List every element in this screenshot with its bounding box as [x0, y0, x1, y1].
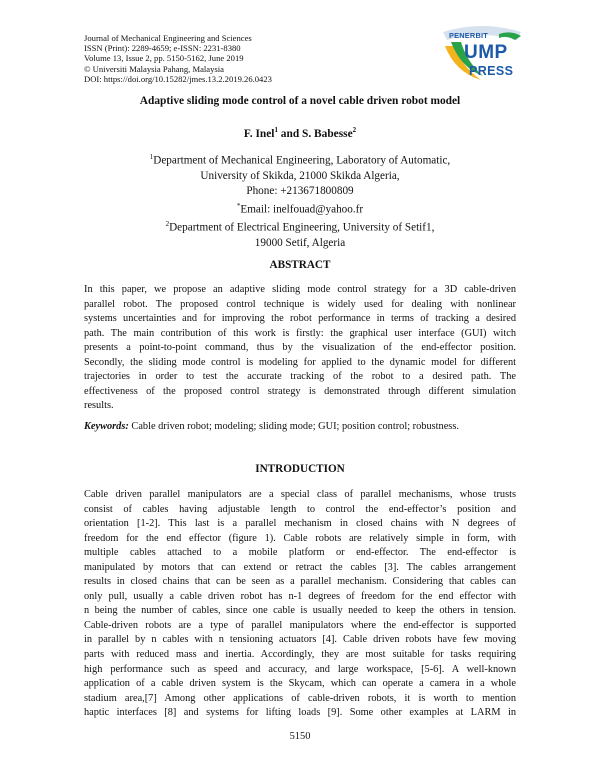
journal-name: Journal of Mechanical Engineering and Sciences: [84, 33, 252, 43]
volume-line: Volume 13, Issue 2, pp. 5150-5162, June 2019: [84, 53, 244, 64]
introduction-line: in parallel by n cables with n tensioning actuators [4]. Cable driven robots have few moving: [84, 634, 516, 646]
journal-header: [84, 33, 272, 84]
author-1: F. Inel: [243, 127, 275, 140]
affiliation-sup: 2: [165, 220, 170, 229]
affiliation-text: Department of Mechanical Engineering, Laboratory of Automatic,: [153, 154, 451, 167]
introduction-line: high performance such as speed and accuracy, and large workspace, [5-6]. A well-known: [84, 663, 516, 675]
abstract-line: trajectories in order to test the accurate tracking of the robot to a desired path. The: [84, 371, 516, 383]
abstract-line: Secondly, the sliding mode control is modeling for applied to the dynamic model for different: [84, 356, 516, 368]
introduction-line: parts with reduced mass and inertia. Accordingly, they are most suitable for tasks requiring: [84, 649, 516, 661]
introduction-line: freedom for the end effector (figure 1). Cable robots are relatively simple in form, with: [84, 532, 516, 544]
affiliation-line: University of Skikda, 21000 Skikda Algeria,: [200, 169, 400, 182]
introduction-line: stadium area,[7] Among other applications of cable-driven robots, it is worth to mention: [84, 692, 516, 704]
affiliation-text: Department of Electrical Engineering, University of Setif1,: [169, 222, 435, 235]
affiliations: [0, 150, 600, 251]
introduction-line: manipulated by motors that can extend or retract the cables [3]. The cables arrangement: [84, 561, 516, 573]
abstract-heading: ABSTRACT: [269, 259, 331, 271]
email-text: Email: inelfouad@yahoo.fr: [240, 203, 364, 216]
paper-title: Adaptive sliding mode control of a novel cable driven robot model: [139, 95, 461, 107]
email-line: [0, 199, 600, 218]
doi-line: DOI: https://doi.org/10.15282/jmes.13.2.2019.26.0423: [84, 73, 272, 84]
logo-sub-text: PRESS: [469, 64, 514, 78]
introduction-line: haptic interfaces [8] and systems for lifting loads [9]. Some other examples at LARM in: [84, 707, 516, 719]
author-separator: and: [277, 127, 303, 140]
introduction-body: [84, 488, 516, 721]
author-2: S. Babesse: [302, 127, 353, 140]
abstract-line: effectiveness of the proposed control strategy is demonstrated through different simulation: [84, 385, 516, 397]
abstract-line: presents a point-to-point command, thus by the visualization of the end-effector position.: [84, 342, 516, 354]
logo-main-text: UMP: [464, 42, 508, 63]
page-number: 5150: [289, 731, 311, 742]
author-2-sup: 2: [352, 126, 357, 134]
introduction-line: Cable driven parallel manipulators are a special class of parallel mechanisms, whose trusts: [84, 489, 516, 500]
abstract-line: systems uncertainties and for improving the robot performance in terms of tracking a desired: [84, 313, 516, 325]
introduction-line: n being the number of cables, since one cable is usually needed to keep the others in tension.: [84, 605, 516, 617]
introduction-line: consist of cables having adjustable length to control the end-effector’s position and: [84, 503, 516, 515]
introduction-line: results in closed chains that can be seen as a parallel mechanism. Considering that cables can: [84, 576, 516, 588]
affiliation-line: [0, 150, 600, 169]
logo-top-text: PENERBIT: [449, 31, 488, 40]
keywords-label: Keywords:: [84, 421, 129, 432]
keywords-text: Cable driven robot; modeling; sliding mode; GUI; position control; robustness.: [128, 421, 459, 432]
abstract-line: path. The main contribution of this work is firstly: the graphical user interface (GUI) witch: [84, 327, 516, 339]
introduction-line: application of a cable driven system is the Skycam, which can operate a camera in a whole: [84, 678, 516, 690]
abstract-line: parallel robot. The proposed control technique is widely used for dealing with nonlinear: [84, 298, 516, 310]
introduction-line: orientation [1-2]. This last is a parallel mechanism in closed chains with N degrees of: [84, 518, 516, 530]
introduction-line: only pull, usually a cable driven robot has n-1 degrees of freedom for the end effector with: [84, 590, 516, 602]
introduction-heading: INTRODUCTION: [255, 463, 345, 475]
author-line: [0, 126, 600, 140]
keywords-line: [84, 421, 516, 432]
introduction-line: multiple cables attached to a mobile platform or end-effector. The end-effector is: [84, 547, 516, 559]
abstract-line: results.: [84, 400, 114, 412]
phone-line: Phone: +213671800809: [246, 184, 354, 197]
penerbit-ump-press-logo: [437, 26, 527, 84]
copyright-line: © Universiti Malaysia Pahang, Malaysia: [84, 63, 224, 74]
introduction-line: Cable-driven robots are a type of parallel manipulators where the end-effector is supported: [84, 619, 516, 631]
affiliation-sup: 1: [149, 153, 154, 161]
email-sup: *: [236, 201, 241, 210]
abstract-line: In this paper, we propose an adaptive sliding mode control strategy for a 3D cable-driven: [84, 284, 516, 295]
author-1-sup: 1: [274, 126, 278, 134]
abstract-body: [84, 283, 516, 414]
affiliation-line: 19000 Setif, Algeria: [254, 237, 346, 250]
issn-line: ISSN (Print): 2289-4659; e-ISSN: 2231-8380: [84, 43, 241, 54]
affiliation-line: [0, 217, 600, 236]
